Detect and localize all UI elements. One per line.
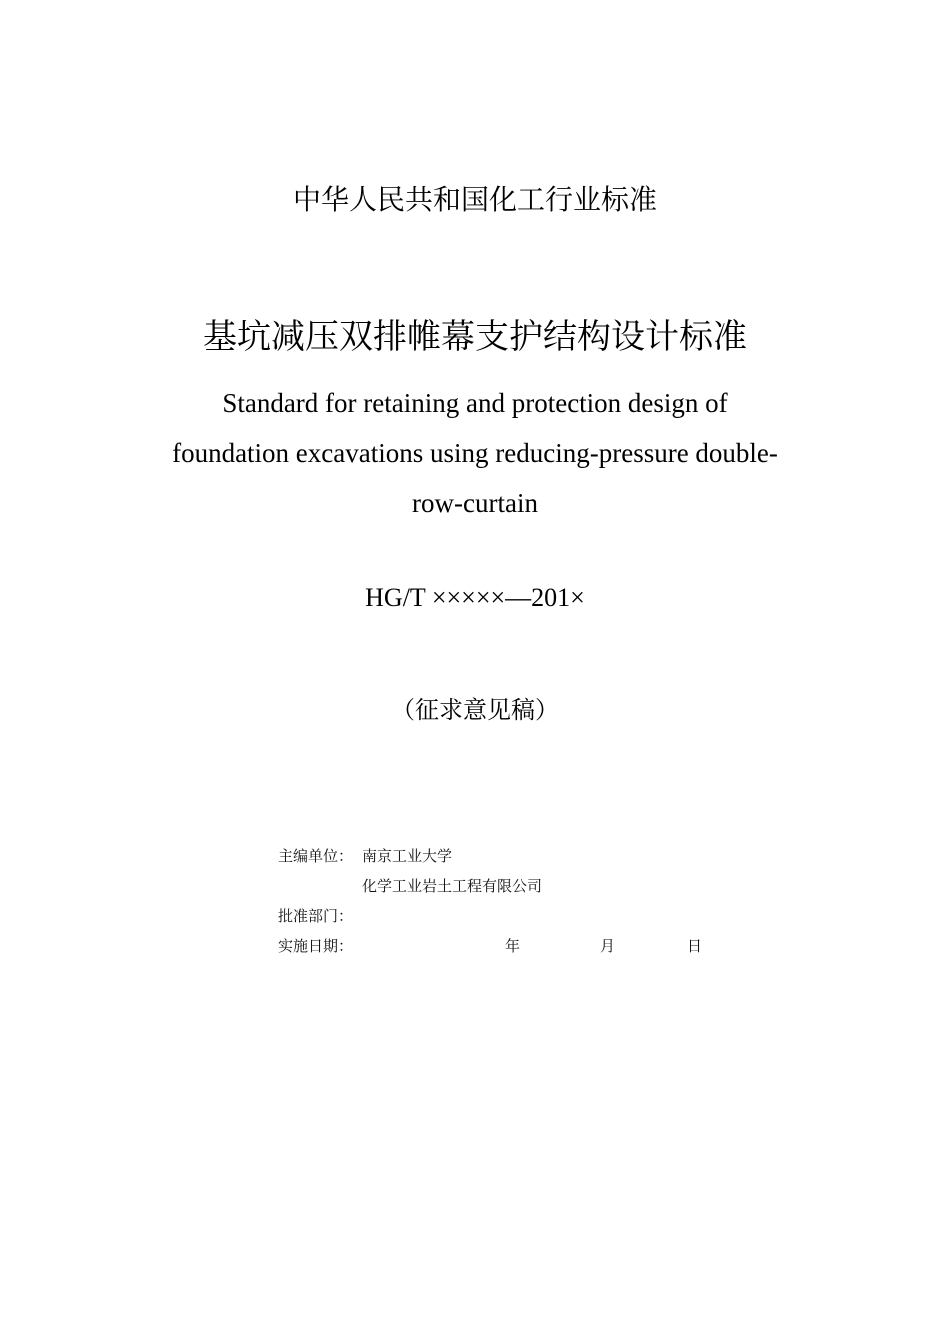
- draft-status: （征求意见稿）: [391, 696, 559, 724]
- day-label: 日: [687, 937, 703, 955]
- english-title-line: Standard for retaining and protection design of: [222, 388, 728, 418]
- industry-standard-heading: 中华人民共和国化工行业标准: [292, 183, 657, 216]
- effective-date-label: 实施日期：: [278, 937, 354, 955]
- effective-date-row: [278, 933, 738, 963]
- year-label: 年: [505, 937, 521, 955]
- publication-info: [278, 843, 738, 963]
- approval-row: [278, 903, 738, 933]
- month-label: 月: [600, 937, 616, 955]
- editor-row: [278, 843, 738, 873]
- english-title-line: foundation excavations using reducing-pressure double-: [172, 438, 778, 468]
- english-title: [0, 378, 950, 528]
- editor-unit: 南京工业大学: [362, 847, 453, 865]
- standard-code: HG/T ×××××—201×: [365, 583, 585, 612]
- approval-label: 批准部门：: [278, 907, 354, 925]
- english-title-line: row-curtain: [412, 488, 538, 518]
- editor-unit: 化学工业岩土工程有限公司: [362, 877, 543, 895]
- editor-label: 主编单位：: [278, 847, 354, 865]
- editor-row-continued: [278, 873, 738, 903]
- chinese-title: 基坑减压双排帷幕支护结构设计标准: [203, 317, 747, 357]
